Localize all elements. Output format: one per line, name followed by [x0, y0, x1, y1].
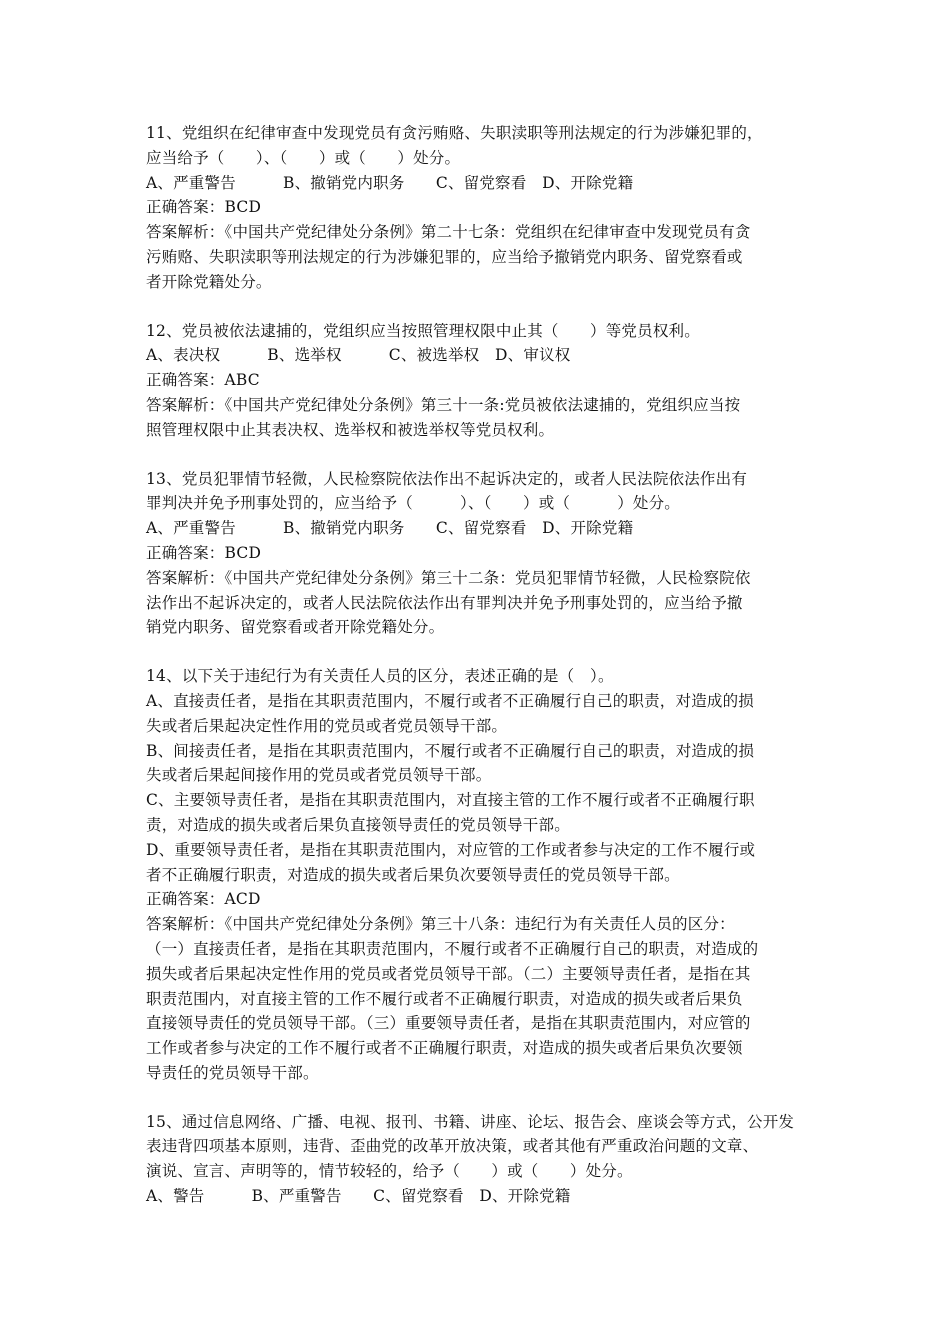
question-option-line: B、间接责任者，是指在其职责范围内，不履行或者不正确履行自己的职责，对造成的损 [146, 741, 755, 760]
correct-answer: 正确答案：BCD [146, 198, 262, 217]
question-stem-line: 15、通过信息网络、广播、电视、报刊、书籍、讲座、论坛、报告会、座谈会等方式，公开发 [146, 1112, 795, 1131]
answer-analysis-line: 损失或者后果起决定性作用的党员或者党员领导干部。（二）主要领导责任者，是指在其 [146, 964, 751, 983]
question-option-line: C、主要领导责任者，是指在其职责范围内，对直接主管的工作不履行或者不正确履行职 [146, 791, 755, 810]
answer-analysis-line: 法作出不起诉决定的，或者人民法院依法作出有罪判决并免予刑事处罚的，应当给予撤 [146, 593, 743, 612]
question-stem-line: 11、党组织在纪律审查中发现党员有贪污贿赂、失职渎职等刑法规定的行为涉嫌犯罪的， [146, 124, 763, 142]
document-page [146, 121, 816, 1233]
answer-analysis-line: 工作或者参与决定的工作不履行或者不正确履行职责，对造成的损失或者后果负次要领 [146, 1039, 743, 1058]
question-stem-line: 13、党员犯罪情节轻微，人民检察院依法作出不起诉决定的，或者人民法院依法作出有 [146, 469, 748, 488]
answer-analysis-line: 职责范围内，对直接主管的工作不履行或者不正确履行职责，对造成的损失或者后果负 [146, 989, 743, 1008]
question-option-line: 失或者后果起决定性作用的党员或者党员领导干部。 [146, 716, 508, 735]
question-14 [146, 664, 816, 1086]
answer-analysis-line: 销党内职务、留党察看或者开除党籍处分。 [146, 618, 445, 637]
question-options: A、表决权 B、选举权 C、被选举权 D、审议权 [146, 346, 571, 365]
correct-answer: 正确答案：BCD [146, 543, 262, 562]
question-12 [146, 319, 816, 443]
question-option-line: D、重要领导责任者，是指在其职责范围内，对应管的工作或者参与决定的工作不履行或 [146, 840, 756, 859]
answer-analysis-line: 者开除党籍处分。 [146, 272, 272, 291]
answer-analysis-line: 答案解析：《中国共产党纪律处分条例》第三十一条:党员被依法逮捕的，党组织应当按 [146, 395, 741, 414]
answer-analysis-line: 导责任的党员领导干部。 [146, 1063, 319, 1082]
question-stem-line: 14、以下关于违纪行为有关责任人员的区分，表述正确的是（ ）。 [146, 667, 614, 686]
answer-analysis-line: 答案解析：《中国共产党纪律处分条例》第三十八条：违纪行为有关责任人员的区分： [146, 915, 735, 934]
answer-analysis-line: （一）直接责任者，是指在其职责范围内，不履行或者不正确履行自己的职责，对造成的 [146, 939, 759, 958]
question-stem-line: 罪判决并免予刑事处罚的，应当给予（ ）、（ ）或（ ）处分。 [146, 494, 681, 513]
question-option-line: 责，对造成的损失或者后果负直接领导责任的党员领导干部。 [146, 815, 570, 834]
question-stem-line: 演说、宣言、声明等的，情节较轻的，给予（ ）或（ ）处分。 [146, 1162, 633, 1181]
question-option-line: A、直接责任者，是指在其职责范围内，不履行或者不正确履行自己的职责，对造成的损 [146, 691, 754, 710]
question-stem-line: 应当给予（ ）、（ ）或（ ）处分。 [146, 148, 461, 167]
question-options: A、严重警告 B、撤销党内职务 C、留党察看 D、开除党籍 [146, 173, 634, 192]
correct-answer: 正确答案：ACD [146, 890, 261, 909]
question-15 [146, 1110, 816, 1209]
answer-analysis-line: 答案解析：《中国共产党纪律处分条例》第三十二条：党员犯罪情节轻微，人民检察院依 [146, 568, 751, 587]
question-options: A、警告 B、严重警告 C、留党察看 D、开除党籍 [146, 1187, 571, 1206]
correct-answer: 正确答案：ABC [146, 371, 260, 390]
answer-analysis-line: 答案解析：《中国共产党纪律处分条例》第二十七条：党组织在纪律审查中发现党员有贪 [146, 223, 751, 242]
question-stem-line: 12、党员被依法逮捕的，党组织应当按照管理权限中止其（ ）等党员权利。 [146, 321, 700, 340]
answer-analysis-line: 照管理权限中止其表决权、选举权和被选举权等党员权利。 [146, 420, 555, 439]
question-11 [146, 121, 816, 295]
question-stem-line: 表违背四项基本原则，违背、歪曲党的改革开放决策，或者其他有严重政治问题的文章、 [146, 1137, 759, 1156]
question-options: A、严重警告 B、撤销党内职务 C、留党察看 D、开除党籍 [146, 519, 634, 538]
question-option-line: 失或者后果起间接作用的党员或者党员领导干部。 [146, 766, 492, 785]
answer-analysis-line: 直接领导责任的党员领导干部。（三）重要领导责任者，是指在其职责范围内，对应管的 [146, 1014, 751, 1033]
question-13 [146, 467, 816, 641]
question-option-line: 者不正确履行职责，对造成的损失或者后果负次要领导责任的党员领导干部。 [146, 865, 680, 884]
answer-analysis-line: 污贿赂、失职渎职等刑法规定的行为涉嫌犯罪的，应当给予撤销党内职务、留党察看或 [146, 247, 743, 266]
